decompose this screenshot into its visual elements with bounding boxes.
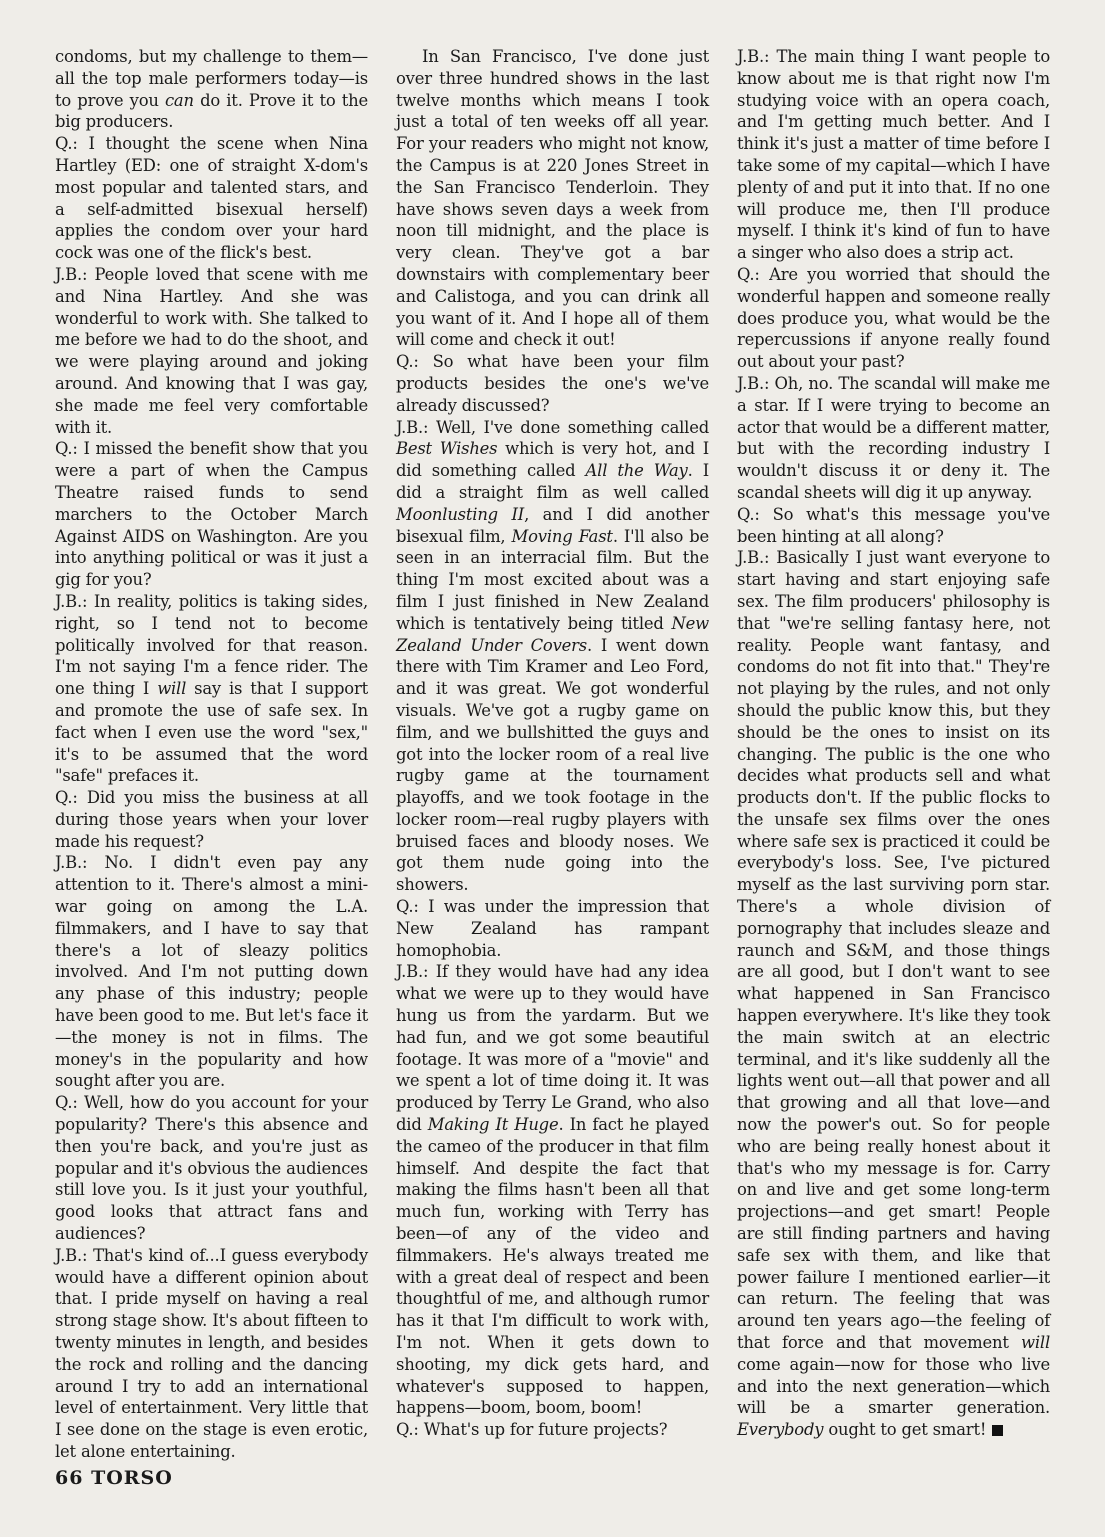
paragraph xyxy=(396,896,709,961)
text-run: That's kind of...I guess everybody would have a different opinion about that. I pride myself on having a real strong stage show. It's about fifteen to twenty minutes in length, and besides the rock and rolling and the dancing around I try to add an international level of entertainment. Very little that I see done on the stage is even erotic, let alone entertaining. xyxy=(55,1245,369,1461)
text-run: So what's this message you've been hinting at all along? xyxy=(737,504,1050,546)
speaker-label: J.B.: xyxy=(55,264,95,284)
italic-title: can xyxy=(164,90,194,110)
paragraph xyxy=(55,1245,368,1463)
italic-title: Moonlusting II xyxy=(396,504,525,524)
article-column-3 xyxy=(737,46,1050,1441)
text-run: No. I didn't even pay any attention to it. There's almost a mini-war going on among the L.A. filmmakers, and I have to say that there's a lot of sleazy politics involved. And I'm not putting down any phase of this industry; people have been good to me. But let's face it—the money is not in films. The money's in the popularity and how sought after you are. xyxy=(55,853,368,1091)
italic-title: Making It Huge xyxy=(427,1115,559,1135)
italic-title: Best Wishes xyxy=(396,439,498,459)
paragraph xyxy=(737,264,1050,373)
text-run: The main thing I want people to know about me is that right now I'm studying voice with an opera coach, and I'm getting much better. And I think it's just a matter of time before I take some of my capital—which I have plenty of and put it into that. If no one will produce me, then I'll produce myself. I think it's kind of fun to have a singer who also does a strip act. xyxy=(737,47,1050,263)
text-run: Did you miss the business at all during those years when your lover made his request? xyxy=(55,788,368,851)
italic-title: will xyxy=(1021,1333,1050,1353)
paragraph xyxy=(737,46,1050,264)
paragraph xyxy=(55,787,368,852)
paragraph xyxy=(55,852,368,1092)
italic-title: Everybody xyxy=(737,1420,824,1440)
paragraph xyxy=(737,504,1050,548)
article-column-2 xyxy=(396,46,709,1441)
speaker-label: J.B.: xyxy=(396,962,436,982)
speaker-label: Q.: xyxy=(55,439,84,459)
end-mark xyxy=(992,1425,1003,1436)
paragraph xyxy=(396,1419,709,1441)
text-run: I missed the benefit show that you were a part of when the Campus Theatre raised funds to send marchers to the October March Against AIDS on Washington. Are you into anything political or was it just a gig for you? xyxy=(55,439,368,590)
paragraph xyxy=(55,264,368,438)
page-number: 66 xyxy=(55,1467,84,1489)
speaker-label: Q.: xyxy=(396,897,429,917)
text-run: Well, I've done something called xyxy=(435,417,710,437)
text-run: If they would have had any idea what we were up to they would have hung us from the yardarm. But we had fun, and we got some beautiful footage. It was more of a "movie" and we spent a lot of time doing it. It was produced by Terry Le Grand, who also did xyxy=(396,962,710,1135)
text-run: do it. Prove it to the big producers. xyxy=(55,90,368,132)
speaker-label: J.B.: xyxy=(737,548,777,568)
speaker-label: Q.: xyxy=(55,134,89,154)
italic-title: New Zealand Under Covers xyxy=(396,613,709,655)
text-run: So what have been your film products besides the one's we've already discussed? xyxy=(396,352,710,415)
text-run: . I went down there with Tim Kramer and Leo Ford, and it was great. We got wonderful visuals. We've got a rugby game on film, and we bullshitted the guys and got into the locker room of a real live rugby game at the tournament playoffs, and we took footage in the locker room—real rugby players with bruised faces and bloody noses. We got them nude going into the showers. xyxy=(396,635,709,895)
speaker-label: Q.: xyxy=(396,352,433,372)
speaker-label: J.B.: xyxy=(55,1245,94,1265)
speaker-label: Q.: xyxy=(737,264,770,284)
italic-title: Moving Fast xyxy=(511,526,613,546)
speaker-label: J.B.: xyxy=(55,591,94,611)
italic-title: will xyxy=(157,679,187,699)
paragraph xyxy=(396,961,709,1419)
speaker-label: Q.: xyxy=(55,788,87,808)
text-run: . I'll also be seen in an interracial film. But the thing I'm most excited about was a film I just finished in New Zealand which is tentatively being titled xyxy=(396,526,709,633)
magazine-name: TORSO xyxy=(91,1467,173,1489)
text-run: condoms, but my challenge to them—all the top male performers today—is to prove you xyxy=(55,47,368,110)
page-footer xyxy=(55,1467,173,1489)
text-run: , and I did another bisexual film, xyxy=(396,504,709,546)
paragraph xyxy=(396,46,709,351)
text-run: Basically I just want everyone to start having and start enjoying safe sex. The film producers' philosophy is that "we're selling fantasy here, not reality. People want fantasy, and condoms do not fit into that." They're not playing by the rules, and not only should the public know this, but they should be the ones to insist on its changing. The public is the one who decides what products sell and what products don't. If the public flocks to the unsafe sex films over the ones where safe sex is practiced it could be everybody's loss. See, I've pictured myself as the last surviving porn star. There's a whole division of pornography that includes sleaze and raunch and S&M, and those things are all good, but I don't want to see what happened in San Francisco happen everywhere. It's like they took the main switch at an electric terminal, and it's like suddenly all the lights went out—all that power and all that growing and all that love—and now the power's out. So for people who are being really honest about it that's who my message is for. Carry on and live and get some long-term projections—and get smart! People are still finding partners and having safe sex with them, and like that power failure I mentioned earlier—it can return. The feeling that was around ten years ago—the feeling of that force and that movement xyxy=(737,548,1050,1353)
text-run: ought to get smart! xyxy=(823,1420,987,1440)
italic-title: All the Way xyxy=(585,461,688,481)
speaker-label: J.B.: xyxy=(55,853,105,873)
text-run: which is very hot, and I did something called xyxy=(396,439,709,481)
text-run: Well, how do you account for your popularity? There's this absence and then you're back, and you're just as popular and it's obvious the audiences still love you. Is it just your youthful, good looks that attract fans and audiences? xyxy=(55,1093,368,1244)
text-run: Oh, no. The scandal will make me a star. If I were trying to become an actor that would be a different matter, but with the recording industry I wouldn't discuss it or deny it. The scandal sheets will dig it up anyway. xyxy=(737,373,1050,502)
text-run: I was under the impression that New Zealand has rampant homophobia. xyxy=(396,897,710,960)
paragraph xyxy=(396,351,709,416)
text-run: . In fact he played the cameo of the producer in that film himself. And despite the fact that making the films hasn't been all that much fun, working with Terry has been—of any of the video and filmmakers. He's always treated me with a great deal of respect and been thoughtful of me, and although rumor has it that I'm difficult to work with, I'm not. When it gets down to shooting, my dick gets hard, and whatever's supposed to happen, happens—boom, boom, boom! xyxy=(396,1115,709,1418)
paragraph xyxy=(55,46,368,133)
text-run: In reality, politics is taking sides, right, so I tend not to become politically involved for that reason. I'm not saying I'm a fence rider. The one thing I xyxy=(55,591,368,699)
speaker-label: Q.: xyxy=(737,504,773,524)
speaker-label: Q.: xyxy=(396,1420,424,1440)
article-column-1 xyxy=(55,46,368,1463)
speaker-label: J.B.: xyxy=(737,47,777,66)
speaker-label: J.B.: xyxy=(396,417,436,437)
text-run: Are you worried that should the wonderful happen and someone really does produce you, what would be the repercussions if anyone really found out about your past? xyxy=(737,264,1050,372)
paragraph xyxy=(737,547,1050,1441)
paragraph xyxy=(55,591,368,787)
text-run: I thought the scene when Nina Hartley (ED: one of straight X-dom's most popular and talented stars, and a self-admitted bisexual herself) applies the condom over your hard cock was one of the flick's best. xyxy=(55,134,369,263)
text-run: come again—now for those who live and into the next generation—which will be a smarter generation. xyxy=(737,1354,1050,1418)
text-run: What's up for future projects? xyxy=(423,1420,668,1440)
text-run: In San Francisco, I've done just over three hundred shows in the last twelve months which means I took just a total of ten weeks off all year. For your readers who might not know, the Campus is at 220 Jones Street in the San Francisco Tenderloin. They have shows seven days a week from noon till midnight, and the place is very clean. They've got a bar downstairs with complementary beer and Calistoga, and you can drink all you want of it. And I hope all of them will come and check it out! xyxy=(396,47,709,350)
paragraph xyxy=(396,417,709,897)
speaker-label: J.B.: xyxy=(737,373,775,393)
text-run: People loved that scene with me and Nina Hartley. And she was wonderful to work with. She talked to me before we had to do the shoot, and we were playing around and joking around. And knowing that I was gay, she made me feel very comfortable with it. xyxy=(55,264,368,437)
speaker-label: Q.: xyxy=(55,1093,84,1113)
paragraph xyxy=(55,133,368,264)
paragraph xyxy=(737,373,1050,504)
paragraph xyxy=(55,1092,368,1245)
text-run: . I did a straight film as well called xyxy=(396,461,709,502)
text-run: say is that I support and promote the use of safe sex. In fact when I even use the word "sex," it's to be assumed that the word "safe" prefaces it. xyxy=(55,679,368,786)
paragraph xyxy=(55,438,368,591)
